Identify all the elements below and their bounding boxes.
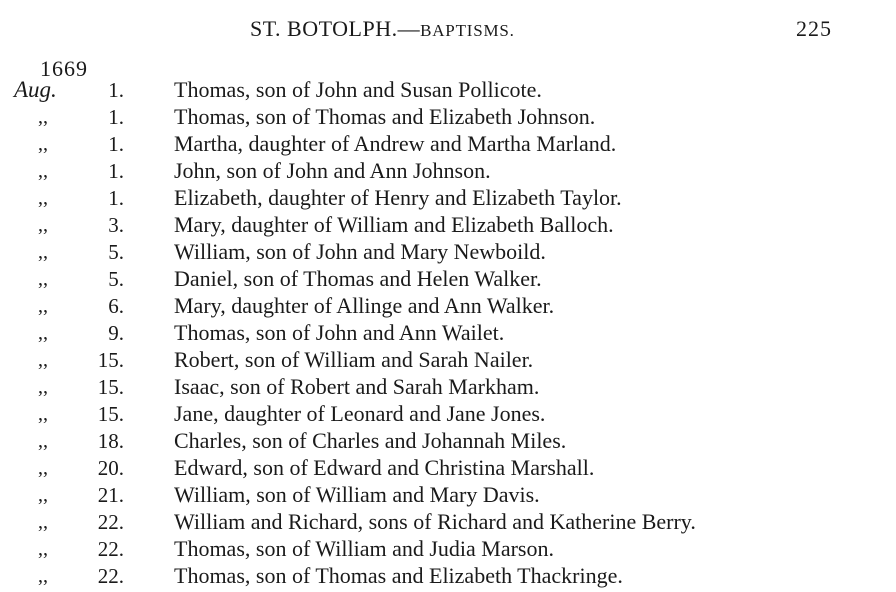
entry-text: Mary, daughter of William and Elizabeth Balloch.: [174, 212, 614, 237]
entry-ditto-mark: ,,: [38, 214, 48, 236]
entry-ditto-mark: ,,: [38, 349, 48, 371]
entry-ditto-mark: ,,: [38, 538, 48, 560]
entry-ditto-mark: ,,: [38, 187, 48, 209]
baptism-entry: [0, 482, 896, 509]
page-title: [250, 16, 515, 42]
entry-day: 1.: [108, 186, 124, 210]
baptism-entry: [0, 347, 896, 374]
entry-ditto-mark: ,,: [38, 133, 48, 155]
entry-text: Mary, daughter of Allinge and Ann Walker.: [174, 293, 555, 318]
entry-text: Martha, daughter of Andrew and Martha Marland.: [174, 131, 617, 156]
baptism-entry: [0, 509, 896, 536]
entry-text: William and Richard, sons of Richard and Katherine Berry.: [174, 509, 696, 534]
entry-ditto-mark: ,,: [38, 241, 48, 263]
entry-day: 3.: [108, 213, 124, 237]
entry-text: Isaac, son of Robert and Sarah Markham.: [174, 374, 540, 399]
baptism-entry: [0, 212, 896, 239]
entry-text: Thomas, son of John and Ann Wailet.: [174, 320, 505, 345]
entry-text: Charles, son of Charles and Johannah Miles.: [174, 428, 567, 453]
entry-day: 22.: [97, 537, 124, 561]
entry-ditto-mark: ,,: [38, 106, 48, 128]
entry-ditto-mark: ,,: [38, 430, 48, 452]
entry-day: 15.: [97, 375, 124, 399]
entry-ditto-mark: ,,: [38, 484, 48, 506]
entry-text: Thomas, son of William and Judia Marson.: [174, 536, 554, 561]
baptism-entry: [0, 239, 896, 266]
register-year: 1669: [40, 56, 88, 81]
entry-ditto-mark: ,,: [38, 160, 48, 182]
baptism-entry: [0, 428, 896, 455]
baptism-entry: [0, 563, 896, 590]
entry-text: Thomas, son of John and Susan Pollicote.: [174, 77, 542, 102]
entry-day: 20.: [97, 456, 124, 480]
entry-ditto-mark: ,,: [38, 403, 48, 425]
baptism-entry: [0, 374, 896, 401]
entry-text: Thomas, son of Thomas and Elizabeth Johnson.: [174, 104, 596, 129]
entry-day: 1.: [108, 132, 124, 156]
entry-ditto-mark: ,,: [38, 457, 48, 479]
entry-text: Jane, daughter of Leonard and Jane Jones.: [174, 401, 546, 426]
baptism-entry: [0, 293, 896, 320]
baptism-entry: [0, 401, 896, 428]
baptism-entry: [0, 77, 896, 104]
entry-month: Aug.: [14, 77, 57, 102]
entry-day: 15.: [97, 402, 124, 426]
entry-day: 1.: [108, 78, 124, 102]
baptism-entries: [0, 77, 896, 590]
entry-day: 1.: [108, 159, 124, 183]
baptism-entry: [0, 131, 896, 158]
baptism-entry: [0, 158, 896, 185]
entry-day: 1.: [108, 105, 124, 129]
baptism-entry: [0, 104, 896, 131]
entry-text: John, son of John and Ann Johnson.: [174, 158, 491, 183]
baptism-entry: [0, 455, 896, 482]
title-main: ST. BOTOLPH.—: [250, 16, 421, 41]
entry-text: Elizabeth, daughter of Henry and Elizabeth Taylor.: [174, 185, 622, 210]
entry-day: 5.: [108, 240, 124, 264]
title-small-caps: BAPTISMS.: [420, 21, 515, 40]
entry-ditto-mark: ,,: [38, 268, 48, 290]
entry-day: 5.: [108, 267, 124, 291]
baptism-entry: [0, 320, 896, 347]
entry-day: 18.: [97, 429, 124, 453]
baptism-entry: [0, 266, 896, 293]
baptism-entry: [0, 536, 896, 563]
entry-day: 21.: [97, 483, 124, 507]
entry-text: Daniel, son of Thomas and Helen Walker.: [174, 266, 542, 291]
page-header: [0, 14, 896, 46]
entry-day: 22.: [97, 510, 124, 534]
entry-text: Thomas, son of Thomas and Elizabeth Thackringe.: [174, 563, 623, 588]
entry-ditto-mark: ,,: [38, 295, 48, 317]
entry-day: 9.: [108, 321, 124, 345]
entry-day: 6.: [108, 294, 124, 318]
entry-ditto-mark: ,,: [38, 511, 48, 533]
entry-text: William, son of John and Mary Newboild.: [174, 239, 546, 264]
entry-ditto-mark: ,,: [38, 376, 48, 398]
entry-text: William, son of William and Mary Davis.: [174, 482, 540, 507]
page-number: 225: [796, 16, 832, 41]
entry-ditto-mark: ,,: [38, 322, 48, 344]
entry-text: Edward, son of Edward and Christina Marshall.: [174, 455, 595, 480]
entry-day: 15.: [97, 348, 124, 372]
entry-day: 22.: [97, 564, 124, 588]
entry-text: Robert, son of William and Sarah Nailer.: [174, 347, 534, 372]
entry-ditto-mark: ,,: [38, 565, 48, 587]
baptism-entry: [0, 185, 896, 212]
